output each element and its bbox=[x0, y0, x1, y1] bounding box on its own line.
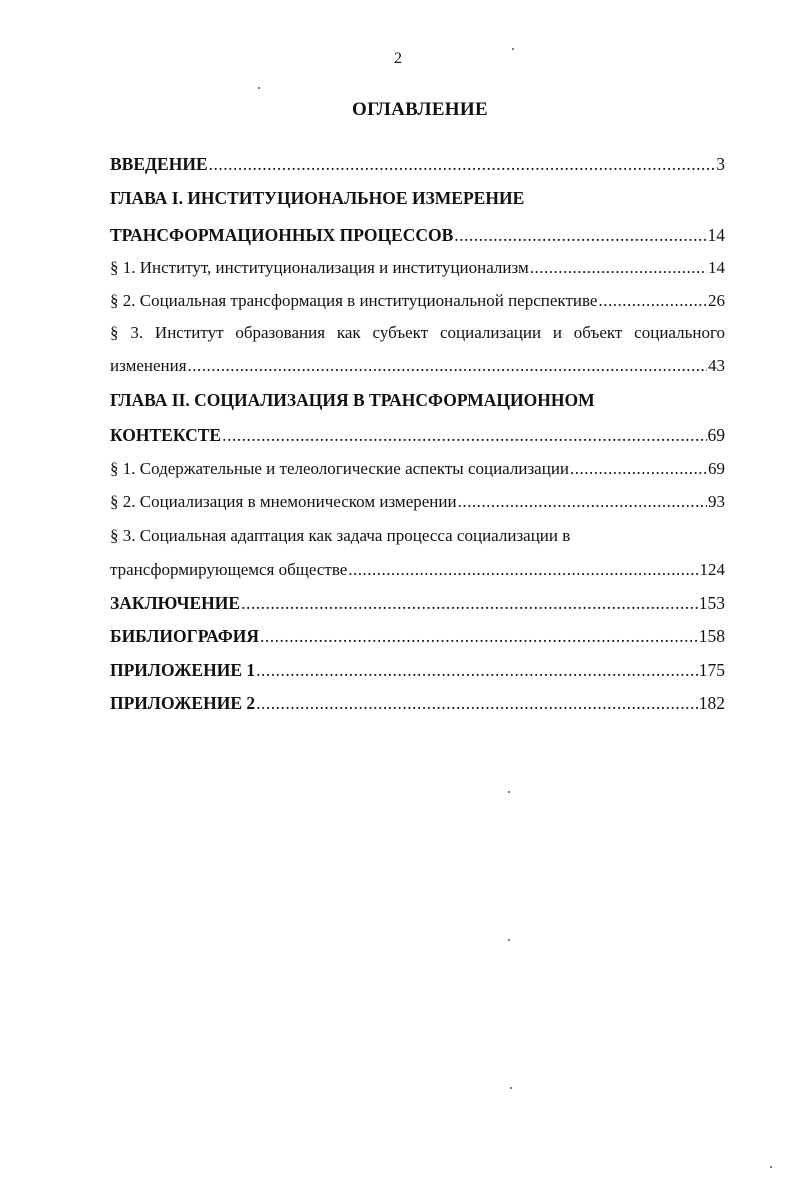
toc-entry-page: 26 bbox=[708, 291, 725, 310]
toc-entry-page: 69 bbox=[707, 425, 725, 445]
toc-entry-chapter-2[interactable] bbox=[110, 389, 725, 411]
leader-dots bbox=[530, 257, 707, 279]
toc-entry-ch1-sec3[interactable] bbox=[110, 322, 725, 344]
toc-entry-label: БИБЛИОГРАФИЯ bbox=[110, 626, 259, 646]
toc-entry-ch1-sec2[interactable] bbox=[110, 290, 725, 312]
toc-entry-page: 182 bbox=[698, 693, 725, 713]
toc-entry-bibliography[interactable] bbox=[110, 625, 725, 647]
toc-entry-label: ВВЕДЕНИЕ bbox=[110, 154, 208, 174]
leader-dots bbox=[570, 458, 707, 480]
toc-entry-ch1-sec1[interactable] bbox=[110, 257, 725, 279]
toc-entry-chapter-2-cont[interactable] bbox=[110, 424, 725, 446]
toc-entry-label: ПРИЛОЖЕНИЕ 2 bbox=[110, 693, 256, 713]
toc-entry-label: ТРАНСФОРМАЦИОННЫХ ПРОЦЕССОВ bbox=[110, 225, 454, 245]
toc-entry-label: § 2. Социальная трансформация в институциональной перспективе bbox=[110, 291, 598, 310]
toc-entry-ch2-sec3[interactable] bbox=[110, 525, 725, 547]
toc-entry-label: трансформирующемся обществе bbox=[110, 560, 348, 579]
toc-entry-page: 93 bbox=[708, 492, 725, 511]
leader-dots bbox=[222, 424, 706, 446]
toc-entry-page: 153 bbox=[698, 593, 725, 613]
toc-entry-label: § 1. Содержательные и телеологические аспекты социализации bbox=[110, 459, 570, 478]
toc-entry-page: 69 bbox=[708, 459, 725, 478]
scan-speck bbox=[258, 87, 260, 89]
leader-dots bbox=[260, 625, 698, 647]
toc-entry-label: изменения bbox=[110, 356, 187, 375]
toc-entry-page: 14 bbox=[707, 225, 725, 245]
scan-speck bbox=[512, 48, 514, 50]
page-number: 2 bbox=[394, 50, 402, 67]
leader-dots bbox=[348, 559, 698, 581]
toc-entry-page: 3 bbox=[716, 154, 725, 174]
toc-entry-introduction[interactable] bbox=[110, 153, 725, 175]
toc-entry-label-line1: § 3. Социальная адаптация как задача процесса социализации в bbox=[110, 526, 571, 545]
toc-entry-ch2-sec1[interactable] bbox=[110, 458, 725, 480]
leader-dots bbox=[256, 659, 698, 681]
leader-dots bbox=[241, 592, 698, 614]
toc-entry-label: ЗАКЛЮЧЕНИЕ bbox=[110, 593, 241, 613]
scan-speck bbox=[770, 1166, 772, 1168]
leader-dots bbox=[598, 290, 707, 312]
toc-entry-chapter-1[interactable] bbox=[110, 187, 725, 209]
toc-entry-ch2-sec3-cont[interactable] bbox=[110, 559, 725, 581]
toc-entry-label-line1: ГЛАВА II. СОЦИАЛИЗАЦИЯ В ТРАНСФОРМАЦИОННОМ bbox=[110, 390, 595, 410]
toc-entry-appendix-2[interactable] bbox=[110, 692, 725, 714]
toc-entry-page: 175 bbox=[698, 660, 725, 680]
toc-entry-label-line1: ГЛАВА I. ИНСТИТУЦИОНАЛЬНОЕ ИЗМЕРЕНИЕ bbox=[110, 188, 525, 208]
toc-entry-label: § 1. Институт, институционализация и институционализм bbox=[110, 258, 529, 277]
toc-entry-page: 124 bbox=[699, 560, 725, 579]
toc-entry-ch2-sec2[interactable] bbox=[110, 491, 725, 513]
scan-speck bbox=[510, 1087, 512, 1089]
toc-entry-ch1-sec3-cont[interactable] bbox=[110, 355, 725, 377]
toc-entry-label: КОНТЕКСТЕ bbox=[110, 425, 222, 445]
leader-dots bbox=[256, 692, 698, 714]
scan-speck bbox=[508, 791, 510, 793]
toc-entry-page: 158 bbox=[698, 626, 725, 646]
leader-dots bbox=[188, 355, 707, 377]
toc-title: ОГЛАВЛЕНИЕ bbox=[352, 99, 488, 120]
toc-entry-page: 43 bbox=[708, 356, 725, 375]
leader-dots bbox=[458, 491, 707, 513]
toc-entry-label: ПРИЛОЖЕНИЕ 1 bbox=[110, 660, 256, 680]
leader-dots bbox=[209, 153, 716, 175]
scan-speck bbox=[508, 939, 510, 941]
toc-entry-conclusion[interactable] bbox=[110, 592, 725, 614]
leader-dots bbox=[454, 224, 706, 246]
toc-entry-appendix-1[interactable] bbox=[110, 659, 725, 681]
toc-entry-label-line1: § 3. Институт образования как субъект социализации и объект социального bbox=[110, 323, 725, 342]
toc-entry-chapter-1-cont[interactable] bbox=[110, 224, 725, 246]
toc-entry-label: § 2. Социализация в мнемоническом измерении bbox=[110, 492, 457, 511]
toc-entry-page: 14 bbox=[708, 258, 725, 277]
